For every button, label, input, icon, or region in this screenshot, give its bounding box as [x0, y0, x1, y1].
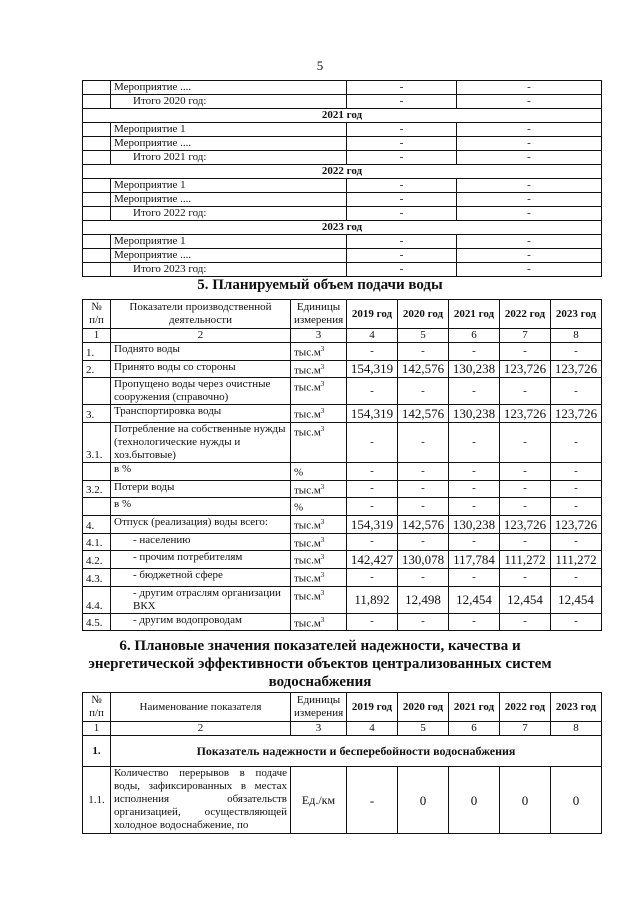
- measure-name: Мероприятие ....: [111, 249, 347, 263]
- indicator-row: [83, 480, 602, 498]
- unit-text: %: [294, 501, 304, 514]
- measure-row: [83, 81, 602, 95]
- unit-superscript: 3: [320, 380, 325, 389]
- year-value: -: [398, 422, 449, 462]
- row-number: 1.1.: [83, 767, 111, 834]
- year-value: 12,454: [500, 586, 551, 613]
- unit-superscript: 3: [320, 407, 325, 416]
- unit-cell: [291, 568, 347, 586]
- column-header: Показатели производственной деятельности: [111, 300, 291, 329]
- measure-value: -: [457, 123, 602, 137]
- year-value: -: [551, 568, 602, 586]
- year-value: -: [347, 767, 398, 834]
- year-value: 123,726: [500, 515, 551, 533]
- unit-cell: [291, 378, 347, 405]
- row-number-cell: [83, 249, 111, 263]
- unit-text: тыс.м: [294, 346, 321, 359]
- column-number: 5: [398, 329, 449, 343]
- year-value: 123,726: [500, 360, 551, 378]
- indicator-name: в %: [111, 498, 291, 516]
- column-number: 6: [449, 329, 500, 343]
- year-value: -: [398, 533, 449, 551]
- column-number: 2: [111, 329, 291, 343]
- column-number: 2: [111, 722, 291, 736]
- year-value: -: [500, 498, 551, 516]
- column-header: Единицы измерения: [291, 693, 347, 722]
- year-value: -: [500, 462, 551, 480]
- row-number: 2.: [83, 360, 111, 378]
- measure-row: [83, 179, 602, 193]
- measure-value: -: [347, 81, 457, 95]
- unit-cell: [291, 405, 347, 423]
- measure-value: -: [347, 137, 457, 151]
- group-number: 1.: [83, 736, 111, 767]
- measure-row: [83, 207, 602, 221]
- year-value: -: [347, 378, 398, 405]
- unit-cell: [291, 586, 347, 613]
- indicator-name: - бюджетной сфере: [111, 568, 291, 586]
- year-value: -: [500, 480, 551, 498]
- row-number-cell: [83, 179, 111, 193]
- year-total-label: Итого 2023 год:: [111, 263, 347, 277]
- column-header: 2023 год: [551, 300, 602, 329]
- unit-superscript: 3: [320, 482, 325, 491]
- year-value: -: [449, 378, 500, 405]
- measure-row: [83, 151, 602, 165]
- year-value: 154,319: [347, 360, 398, 378]
- year-value: -: [500, 378, 551, 405]
- column-header: № п/п: [83, 300, 111, 329]
- year-value: 12,454: [551, 586, 602, 613]
- year-value: 154,319: [347, 515, 398, 533]
- column-number: 4: [347, 329, 398, 343]
- year-value: -: [500, 533, 551, 551]
- year-header: 2023 год: [83, 221, 602, 235]
- year-value: -: [398, 568, 449, 586]
- column-header: 2023 год: [551, 693, 602, 722]
- year-value: -: [551, 343, 602, 361]
- year-value: -: [398, 613, 449, 631]
- measure-value: -: [457, 249, 602, 263]
- year-header: 2021 год: [83, 109, 602, 123]
- year-value: 0: [551, 767, 602, 834]
- year-value: -: [398, 480, 449, 498]
- year-value: 111,272: [500, 551, 551, 569]
- indicator-name: Пропущено воды через очистные сооружения (справочно): [111, 378, 291, 405]
- year-value: 142,427: [347, 551, 398, 569]
- unit-cell: [291, 613, 347, 631]
- year-value: -: [551, 422, 602, 462]
- year-header-row: [83, 221, 602, 235]
- year-header-row: [83, 109, 602, 123]
- column-number: 8: [551, 329, 602, 343]
- unit-superscript: 3: [320, 588, 325, 597]
- measure-name: Мероприятие ....: [111, 193, 347, 207]
- unit-text: %: [294, 466, 304, 479]
- year-value: 142,576: [398, 360, 449, 378]
- unit-text: тыс.м: [294, 408, 321, 421]
- indicator-row: [83, 405, 602, 423]
- measure-value: -: [347, 123, 457, 137]
- unit-cell: [291, 551, 347, 569]
- measures-table: [82, 80, 602, 277]
- row-number-cell: [83, 137, 111, 151]
- measure-row: [83, 235, 602, 249]
- row-number: 4.1.: [83, 533, 111, 551]
- year-value: -: [449, 480, 500, 498]
- measure-value: -: [457, 137, 602, 151]
- unit-text: тыс.м: [294, 426, 321, 439]
- column-header: 2021 год: [449, 300, 500, 329]
- year-value: -: [449, 422, 500, 462]
- measure-value: -: [457, 81, 602, 95]
- row-number: 3.1.: [83, 422, 111, 462]
- row-number-cell: [83, 95, 111, 109]
- row-number-cell: [83, 263, 111, 277]
- indicator-row: [83, 586, 602, 613]
- year-value: -: [398, 343, 449, 361]
- year-total-label: Итого 2020 год:: [111, 95, 347, 109]
- row-number: 4.5.: [83, 613, 111, 631]
- year-value: 11,892: [347, 586, 398, 613]
- measure-row: [83, 137, 602, 151]
- unit-text: тыс.м: [294, 537, 321, 550]
- row-number-cell: [83, 207, 111, 221]
- year-value: 142,576: [398, 515, 449, 533]
- unit-text: тыс.м: [294, 381, 321, 394]
- measure-value: -: [347, 235, 457, 249]
- measure-value: -: [457, 193, 602, 207]
- section6-title-line3: водоснабжения: [268, 674, 372, 690]
- year-value: 142,576: [398, 405, 449, 423]
- unit-superscript: 3: [320, 570, 325, 579]
- group-title: Показатель надежности и бесперебойности водоснабжения: [111, 736, 602, 767]
- measure-value: -: [347, 193, 457, 207]
- section6-title-line1: 6. Плановые значения показателей надежности, качества и: [119, 638, 521, 654]
- row-number: 4.: [83, 515, 111, 533]
- column-number-row: [83, 329, 602, 343]
- year-value: -: [398, 462, 449, 480]
- indicator-row: [83, 613, 602, 631]
- measure-value: -: [457, 95, 602, 109]
- unit-superscript: 3: [320, 615, 325, 624]
- unit-cell: [291, 343, 347, 361]
- measure-value: -: [347, 207, 457, 221]
- unit-cell: Ед./км: [291, 767, 347, 834]
- year-value: 111,272: [551, 551, 602, 569]
- unit-text: тыс.м: [294, 364, 321, 377]
- unit-cell: [291, 515, 347, 533]
- reliability-table: [82, 692, 602, 834]
- year-value: -: [551, 378, 602, 405]
- year-value: -: [551, 533, 602, 551]
- unit-text: тыс.м: [294, 590, 321, 603]
- year-value: -: [347, 422, 398, 462]
- year-value: -: [449, 568, 500, 586]
- row-number: 4.3.: [83, 568, 111, 586]
- unit-superscript: 3: [320, 517, 325, 526]
- year-value: 130,238: [449, 405, 500, 423]
- measure-row: [83, 263, 602, 277]
- measure-value: -: [457, 179, 602, 193]
- indicator-name: Принято воды со стороны: [111, 360, 291, 378]
- year-value: -: [449, 343, 500, 361]
- measure-value: -: [457, 235, 602, 249]
- page-number: 5: [316, 58, 324, 73]
- column-header: 2019 год: [347, 693, 398, 722]
- indicator-name: - другим отраслям организации ВКХ: [111, 586, 291, 613]
- measure-value: -: [347, 151, 457, 165]
- row-number-cell: [83, 123, 111, 137]
- year-value: -: [500, 422, 551, 462]
- measure-value: -: [347, 249, 457, 263]
- row-number: [83, 498, 111, 516]
- measure-value: -: [347, 179, 457, 193]
- indicator-row: [83, 422, 602, 462]
- year-header-row: [83, 165, 602, 179]
- indicator-name: Потребление на собственные нужды (технологические нужды и хоз.бытовые): [111, 422, 291, 462]
- year-value: -: [500, 613, 551, 631]
- indicator-name: Количество перерывов в подаче воды, зафиксированных в местах исполнения обязательств организацией, осуществляющей холодное водоснабжение, по: [111, 767, 291, 834]
- row-number: 4.4.: [83, 586, 111, 613]
- year-value: -: [551, 613, 602, 631]
- unit-text: тыс.м: [294, 572, 321, 585]
- column-number: 8: [551, 722, 602, 736]
- year-value: 12,454: [449, 586, 500, 613]
- indicator-row: [83, 533, 602, 551]
- measure-value: -: [347, 263, 457, 277]
- column-header: 2022 год: [500, 300, 551, 329]
- year-value: 130,078: [398, 551, 449, 569]
- year-value: 0: [398, 767, 449, 834]
- header-row: [83, 300, 602, 329]
- year-value: -: [551, 480, 602, 498]
- row-number: [83, 378, 111, 405]
- indicator-row: [83, 515, 602, 533]
- unit-cell: [291, 480, 347, 498]
- indicator-name: Потери воды: [111, 480, 291, 498]
- year-value: 154,319: [347, 405, 398, 423]
- column-header: Единицы измерения: [291, 300, 347, 329]
- year-value: 123,726: [551, 405, 602, 423]
- indicator-row: [83, 767, 602, 834]
- year-total-label: Итого 2021 год:: [111, 151, 347, 165]
- column-number: 1: [83, 329, 111, 343]
- year-value: 0: [449, 767, 500, 834]
- column-number-row: [83, 722, 602, 736]
- year-value: -: [398, 378, 449, 405]
- year-value: -: [347, 343, 398, 361]
- unit-text: тыс.м: [294, 554, 321, 567]
- unit-superscript: 3: [320, 345, 325, 353]
- column-number: 6: [449, 722, 500, 736]
- year-value: -: [398, 498, 449, 516]
- water-supply-table: [82, 299, 602, 631]
- unit-superscript: 3: [320, 424, 325, 433]
- column-header: 2020 год: [398, 300, 449, 329]
- row-number-cell: [83, 81, 111, 95]
- indicator-name: - прочим потребителям: [111, 551, 291, 569]
- year-value: 12,498: [398, 586, 449, 613]
- indicator-row: [83, 568, 602, 586]
- unit-cell: [291, 462, 347, 480]
- section6-title-line2: энергетической эффективности объектов централизованных систем: [88, 656, 552, 672]
- year-value: 130,238: [449, 360, 500, 378]
- row-number: 4.2.: [83, 551, 111, 569]
- year-value: 117,784: [449, 551, 500, 569]
- measure-value: -: [457, 263, 602, 277]
- column-header: Наименование показателя: [111, 693, 291, 722]
- unit-cell: [291, 360, 347, 378]
- column-number: 7: [500, 722, 551, 736]
- year-value: 130,238: [449, 515, 500, 533]
- indicator-name: - другим водопроводам: [111, 613, 291, 631]
- indicator-row: [83, 343, 602, 361]
- year-value: -: [347, 533, 398, 551]
- measure-value: -: [347, 95, 457, 109]
- unit-text: тыс.м: [294, 484, 321, 497]
- indicator-row: [83, 462, 602, 480]
- column-number: 3: [291, 329, 347, 343]
- unit-superscript: 3: [320, 362, 325, 371]
- measure-row: [83, 193, 602, 207]
- indicator-name: Транспортировка воды: [111, 405, 291, 423]
- column-number: 7: [500, 329, 551, 343]
- unit-cell: [291, 422, 347, 462]
- indicator-row: [83, 498, 602, 516]
- year-value: -: [347, 613, 398, 631]
- row-number: 3.: [83, 405, 111, 423]
- indicator-row: [83, 360, 602, 378]
- measure-row: [83, 123, 602, 137]
- unit-cell: [291, 533, 347, 551]
- column-header: 2019 год: [347, 300, 398, 329]
- year-value: -: [449, 462, 500, 480]
- group-row: [83, 736, 602, 767]
- measure-name: Мероприятие 1: [111, 235, 347, 249]
- column-number: 1: [83, 722, 111, 736]
- row-number-cell: [83, 235, 111, 249]
- year-value: -: [500, 343, 551, 361]
- measure-name: Мероприятие 1: [111, 123, 347, 137]
- year-value: -: [347, 462, 398, 480]
- measure-name: Мероприятие ....: [111, 137, 347, 151]
- year-value: -: [551, 498, 602, 516]
- row-number: 1.: [83, 343, 111, 361]
- year-header: 2022 год: [83, 165, 602, 179]
- year-value: -: [500, 568, 551, 586]
- indicator-name: - населению: [111, 533, 291, 551]
- measure-row: [83, 249, 602, 263]
- year-value: -: [551, 462, 602, 480]
- column-header: 2022 год: [500, 693, 551, 722]
- row-number: 3.2.: [83, 480, 111, 498]
- column-header: 2020 год: [398, 693, 449, 722]
- column-number: 5: [398, 722, 449, 736]
- year-value: 123,726: [500, 405, 551, 423]
- unit-text: тыс.м: [294, 519, 321, 532]
- indicator-name: Отпуск (реализация) воды всего:: [111, 515, 291, 533]
- measure-row: [83, 95, 602, 109]
- indicator-row: [83, 551, 602, 569]
- column-number: 4: [347, 722, 398, 736]
- unit-text: тыс.м: [294, 617, 321, 630]
- measure-name: Мероприятие 1: [111, 179, 347, 193]
- row-number-cell: [83, 151, 111, 165]
- year-value: 0: [500, 767, 551, 834]
- measure-value: -: [457, 151, 602, 165]
- unit-superscript: 3: [320, 535, 325, 544]
- year-total-label: Итого 2022 год:: [111, 207, 347, 221]
- year-value: 123,726: [551, 360, 602, 378]
- header-row: [83, 693, 602, 722]
- column-header: 2021 год: [449, 693, 500, 722]
- measure-value: -: [457, 207, 602, 221]
- year-value: -: [347, 498, 398, 516]
- year-value: -: [449, 613, 500, 631]
- unit-superscript: 3: [320, 553, 325, 562]
- unit-cell: [291, 498, 347, 516]
- row-number-cell: [83, 193, 111, 207]
- indicator-name: Поднято воды: [111, 343, 291, 361]
- section5-title: 5. Планируемый объем подачи воды: [197, 277, 443, 293]
- measure-name: Мероприятие ....: [111, 81, 347, 95]
- column-number: 3: [291, 722, 347, 736]
- row-number: [83, 462, 111, 480]
- year-value: -: [449, 533, 500, 551]
- year-value: -: [347, 480, 398, 498]
- year-value: -: [449, 498, 500, 516]
- indicator-row: [83, 378, 602, 405]
- indicator-name: в %: [111, 462, 291, 480]
- column-header: № п/п: [83, 693, 111, 722]
- year-value: -: [347, 568, 398, 586]
- year-value: 123,726: [551, 515, 602, 533]
